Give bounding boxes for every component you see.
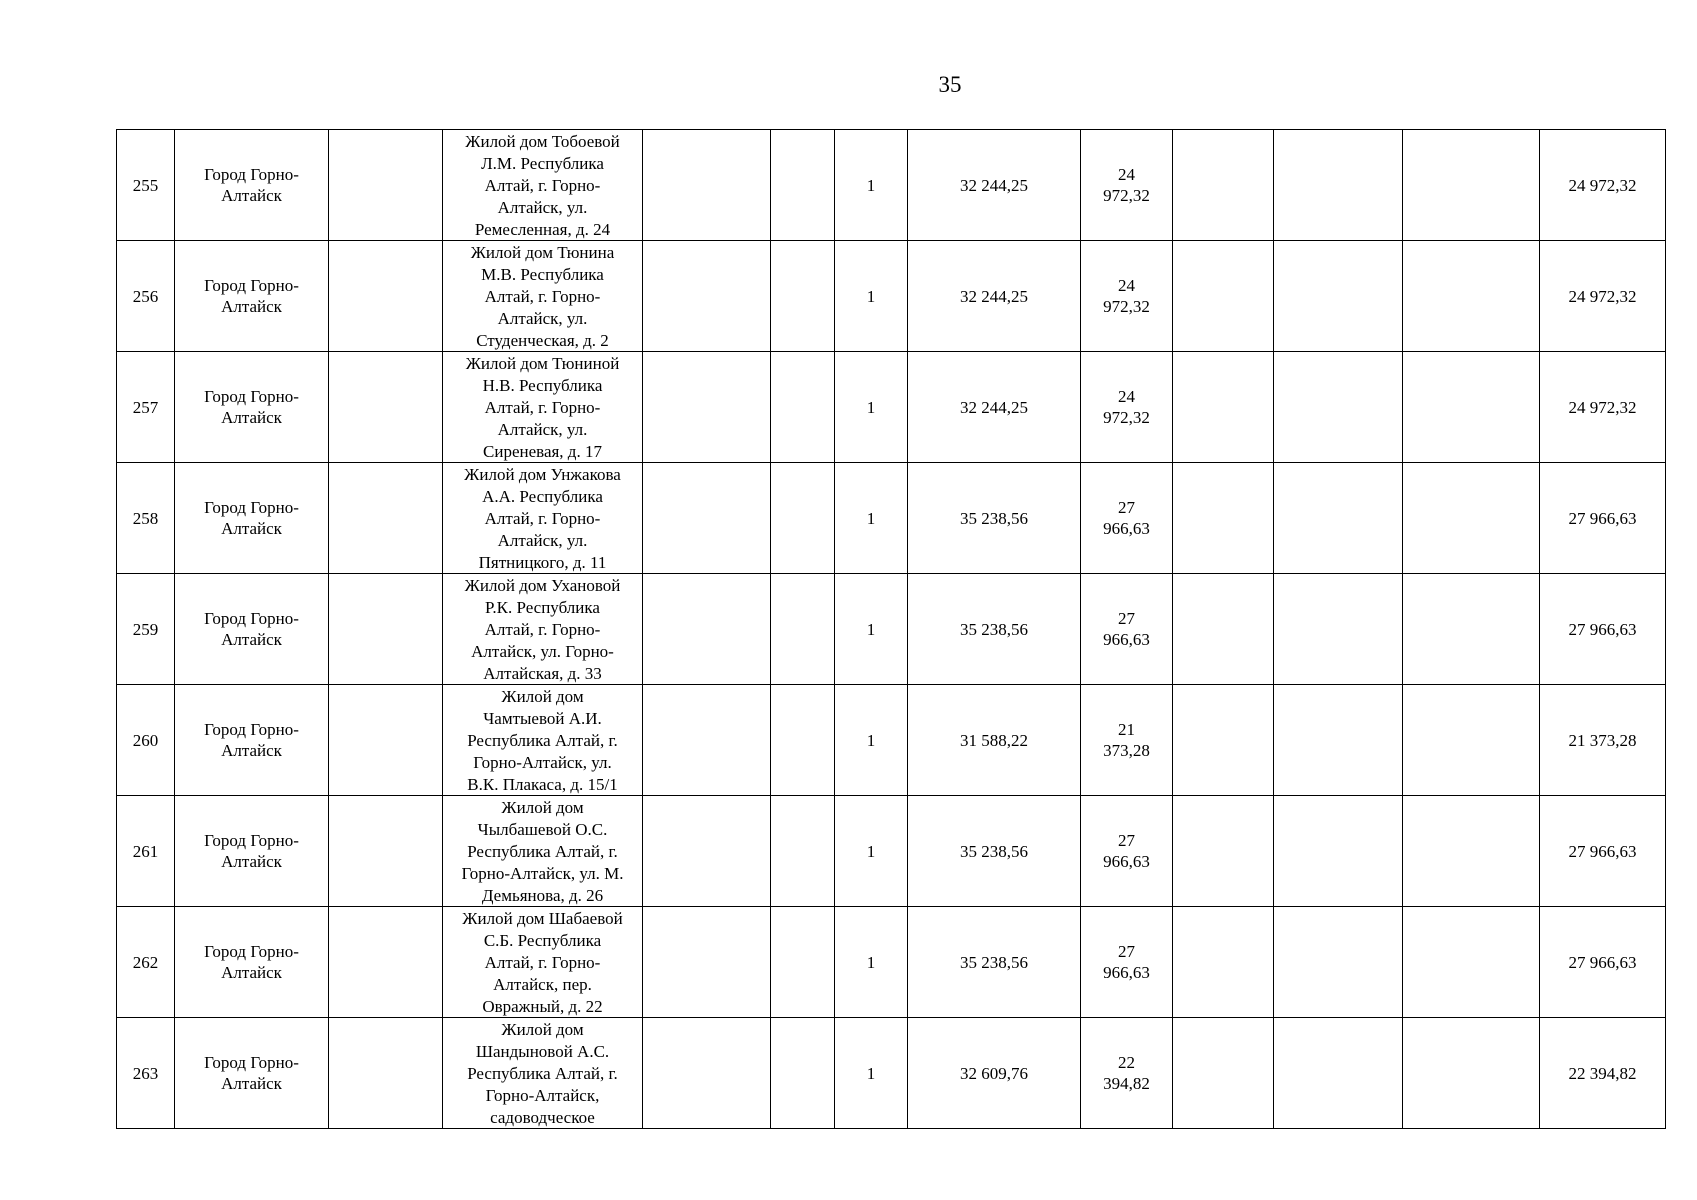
empty-cell bbox=[1274, 685, 1403, 796]
empty-cell bbox=[643, 907, 771, 1018]
object-line: Демьянова, д. 26 bbox=[481, 886, 604, 905]
empty-cell bbox=[771, 907, 835, 1018]
amount-line: 27 bbox=[1118, 942, 1135, 961]
amount-line: 966,63 bbox=[1103, 963, 1150, 982]
empty-cell bbox=[1274, 463, 1403, 574]
object-line: Алтай, г. Горно- bbox=[484, 620, 601, 639]
amount-cell bbox=[1081, 463, 1173, 574]
empty-cell bbox=[643, 1018, 771, 1129]
object-line: Жилой дом bbox=[501, 1020, 584, 1039]
empty-cell bbox=[643, 574, 771, 685]
table-body bbox=[117, 130, 1666, 1129]
municipality-cell bbox=[175, 685, 329, 796]
object-line: Жилой дом bbox=[501, 687, 584, 706]
object-line: Жилой дом Тюниной bbox=[465, 354, 620, 373]
count-cell: 1 bbox=[835, 130, 908, 241]
total-cell: 27 966,63 bbox=[1540, 463, 1666, 574]
total-cell: 24 972,32 bbox=[1540, 130, 1666, 241]
object-line: Алтай, г. Горно- bbox=[484, 953, 601, 972]
total-cell: 24 972,32 bbox=[1540, 352, 1666, 463]
empty-cell bbox=[1274, 1018, 1403, 1129]
empty-cell bbox=[329, 685, 443, 796]
cost-cell: 32 609,76 bbox=[908, 1018, 1081, 1129]
object-line: В.К. Плакаса, д. 15/1 bbox=[467, 775, 618, 794]
table-row bbox=[117, 685, 1666, 796]
empty-cell bbox=[1173, 352, 1274, 463]
municipality-line: Алтайск bbox=[221, 741, 282, 760]
amount-line: 972,32 bbox=[1103, 408, 1150, 427]
municipality-line: Город Горно- bbox=[204, 276, 299, 295]
empty-cell bbox=[1274, 241, 1403, 352]
cost-cell: 35 238,56 bbox=[908, 907, 1081, 1018]
empty-cell bbox=[771, 685, 835, 796]
object-line: Жилой дом Унжакова bbox=[464, 465, 621, 484]
total-cell: 27 966,63 bbox=[1540, 574, 1666, 685]
empty-cell bbox=[329, 574, 443, 685]
count-cell: 1 bbox=[835, 1018, 908, 1129]
object-line: Сиреневая, д. 17 bbox=[483, 442, 602, 461]
object-line: Жилой дом Тобоевой bbox=[465, 132, 620, 151]
empty-cell bbox=[1403, 574, 1540, 685]
object-line: А.А. Республика bbox=[482, 487, 603, 506]
amount-cell bbox=[1081, 907, 1173, 1018]
object-line: Республика Алтай, г. bbox=[467, 842, 618, 861]
empty-cell bbox=[1274, 907, 1403, 1018]
row-number: 256 bbox=[117, 241, 175, 352]
cost-cell: 32 244,25 bbox=[908, 352, 1081, 463]
object-line: садоводческое bbox=[490, 1108, 595, 1127]
empty-cell bbox=[1173, 907, 1274, 1018]
object-line: Р.К. Республика bbox=[485, 598, 600, 617]
empty-cell bbox=[1403, 1018, 1540, 1129]
empty-cell bbox=[1403, 241, 1540, 352]
municipality-line: Алтайск bbox=[221, 408, 282, 427]
total-cell: 24 972,32 bbox=[1540, 241, 1666, 352]
empty-cell bbox=[1173, 130, 1274, 241]
empty-cell bbox=[1173, 574, 1274, 685]
object-cell bbox=[443, 130, 643, 241]
amount-cell bbox=[1081, 130, 1173, 241]
municipality-line: Алтайск bbox=[221, 297, 282, 316]
empty-cell bbox=[329, 463, 443, 574]
amount-line: 24 bbox=[1118, 387, 1135, 406]
empty-cell bbox=[1173, 463, 1274, 574]
empty-cell bbox=[643, 130, 771, 241]
municipality-line: Алтайск bbox=[221, 630, 282, 649]
municipality-cell bbox=[175, 1018, 329, 1129]
amount-cell bbox=[1081, 241, 1173, 352]
empty-cell bbox=[329, 907, 443, 1018]
municipality-line: Город Горно- bbox=[204, 387, 299, 406]
cost-cell: 35 238,56 bbox=[908, 463, 1081, 574]
amount-line: 373,28 bbox=[1103, 741, 1150, 760]
data-table bbox=[116, 129, 1666, 1129]
empty-cell bbox=[1274, 352, 1403, 463]
object-line: Горно-Алтайск, bbox=[485, 1086, 600, 1105]
empty-cell bbox=[329, 796, 443, 907]
object-cell bbox=[443, 685, 643, 796]
object-line: Жилой дом Ухановой bbox=[464, 576, 621, 595]
object-line: Алтай, г. Горно- bbox=[484, 287, 601, 306]
amount-cell bbox=[1081, 352, 1173, 463]
empty-cell bbox=[1274, 796, 1403, 907]
empty-cell bbox=[643, 463, 771, 574]
cost-cell: 32 244,25 bbox=[908, 241, 1081, 352]
empty-cell bbox=[329, 352, 443, 463]
object-line: Чамтыевой А.И. bbox=[483, 709, 602, 728]
row-number: 260 bbox=[117, 685, 175, 796]
amount-line: 22 bbox=[1118, 1053, 1135, 1072]
amount-line: 966,63 bbox=[1103, 852, 1150, 871]
count-cell: 1 bbox=[835, 574, 908, 685]
municipality-line: Алтайск bbox=[221, 1074, 282, 1093]
empty-cell bbox=[1403, 907, 1540, 1018]
cost-cell: 35 238,56 bbox=[908, 574, 1081, 685]
cost-cell: 31 588,22 bbox=[908, 685, 1081, 796]
empty-cell bbox=[643, 241, 771, 352]
object-line: Алтай, г. Горно- bbox=[484, 176, 601, 195]
empty-cell bbox=[1274, 130, 1403, 241]
amount-line: 27 bbox=[1118, 831, 1135, 850]
amount-cell bbox=[1081, 685, 1173, 796]
total-cell: 21 373,28 bbox=[1540, 685, 1666, 796]
empty-cell bbox=[1403, 352, 1540, 463]
row-number: 262 bbox=[117, 907, 175, 1018]
empty-cell bbox=[1403, 463, 1540, 574]
municipality-line: Город Горно- bbox=[204, 831, 299, 850]
object-cell bbox=[443, 796, 643, 907]
count-cell: 1 bbox=[835, 907, 908, 1018]
municipality-cell bbox=[175, 463, 329, 574]
municipality-line: Алтайск bbox=[221, 519, 282, 538]
total-cell: 27 966,63 bbox=[1540, 907, 1666, 1018]
empty-cell bbox=[643, 796, 771, 907]
object-cell bbox=[443, 907, 643, 1018]
table-row bbox=[117, 1018, 1666, 1129]
object-line: Горно-Алтайск, ул. bbox=[473, 753, 612, 772]
object-line: Студенческая, д. 2 bbox=[476, 331, 609, 350]
cost-cell: 35 238,56 bbox=[908, 796, 1081, 907]
municipality-cell bbox=[175, 241, 329, 352]
row-number: 259 bbox=[117, 574, 175, 685]
table-row bbox=[117, 574, 1666, 685]
count-cell: 1 bbox=[835, 241, 908, 352]
object-line: Жилой дом bbox=[501, 798, 584, 817]
object-line: Алтайск, ул. Горно- bbox=[471, 642, 614, 661]
row-number: 258 bbox=[117, 463, 175, 574]
object-line: Н.В. Республика bbox=[482, 376, 603, 395]
empty-cell bbox=[329, 130, 443, 241]
empty-cell bbox=[1403, 796, 1540, 907]
amount-line: 24 bbox=[1118, 276, 1135, 295]
empty-cell bbox=[771, 463, 835, 574]
row-number: 263 bbox=[117, 1018, 175, 1129]
object-cell bbox=[443, 352, 643, 463]
amount-cell bbox=[1081, 1018, 1173, 1129]
municipality-cell bbox=[175, 796, 329, 907]
municipality-cell bbox=[175, 130, 329, 241]
amount-line: 27 bbox=[1118, 498, 1135, 517]
object-line: Алтай, г. Горно- bbox=[484, 398, 601, 417]
object-line: Жилой дом Шабаевой bbox=[462, 909, 623, 928]
object-line: М.В. Республика bbox=[481, 265, 604, 284]
empty-cell bbox=[1173, 685, 1274, 796]
municipality-line: Алтайск bbox=[221, 186, 282, 205]
amount-line: 966,63 bbox=[1103, 630, 1150, 649]
municipality-line: Алтайск bbox=[221, 963, 282, 982]
table-row bbox=[117, 796, 1666, 907]
empty-cell bbox=[771, 130, 835, 241]
object-line: Алтайск, ул. bbox=[497, 198, 588, 217]
object-cell bbox=[443, 241, 643, 352]
total-cell: 27 966,63 bbox=[1540, 796, 1666, 907]
municipality-line: Город Горно- bbox=[204, 609, 299, 628]
row-number: 257 bbox=[117, 352, 175, 463]
table-row bbox=[117, 130, 1666, 241]
object-cell bbox=[443, 1018, 643, 1129]
count-cell: 1 bbox=[835, 796, 908, 907]
table-row bbox=[117, 241, 1666, 352]
table-row bbox=[117, 352, 1666, 463]
object-line: С.Б. Республика bbox=[483, 931, 602, 950]
municipality-line: Город Горно- bbox=[204, 1053, 299, 1072]
object-line: Республика Алтай, г. bbox=[467, 731, 618, 750]
municipality-cell bbox=[175, 574, 329, 685]
object-line: Алтайск, пер. bbox=[493, 975, 592, 994]
object-line: Алтайск, ул. bbox=[497, 309, 588, 328]
object-line: Овражный, д. 22 bbox=[482, 997, 603, 1016]
amount-cell bbox=[1081, 574, 1173, 685]
empty-cell bbox=[643, 685, 771, 796]
amount-cell bbox=[1081, 796, 1173, 907]
municipality-line: Город Горно- bbox=[204, 498, 299, 517]
empty-cell bbox=[771, 574, 835, 685]
object-line: Шандыновой А.С. bbox=[475, 1042, 610, 1061]
row-number: 255 bbox=[117, 130, 175, 241]
object-line: Чылбашевой О.С. bbox=[477, 820, 608, 839]
object-line: Пятницкого, д. 11 bbox=[478, 553, 607, 572]
object-line: Л.М. Республика bbox=[481, 154, 604, 173]
empty-cell bbox=[329, 1018, 443, 1129]
empty-cell bbox=[1173, 241, 1274, 352]
amount-line: 24 bbox=[1118, 165, 1135, 184]
municipality-line: Город Горно- bbox=[204, 942, 299, 961]
count-cell: 1 bbox=[835, 463, 908, 574]
object-cell bbox=[443, 463, 643, 574]
empty-cell bbox=[1173, 796, 1274, 907]
empty-cell bbox=[771, 1018, 835, 1129]
empty-cell bbox=[771, 352, 835, 463]
empty-cell bbox=[1403, 130, 1540, 241]
municipality-cell bbox=[175, 907, 329, 1018]
table-row bbox=[117, 907, 1666, 1018]
object-line: Алтайск, ул. bbox=[497, 420, 588, 439]
object-cell bbox=[443, 574, 643, 685]
object-line: Алтайская, д. 33 bbox=[483, 664, 602, 683]
empty-cell bbox=[1274, 574, 1403, 685]
municipality-line: Алтайск bbox=[221, 852, 282, 871]
municipality-line: Город Горно- bbox=[204, 165, 299, 184]
empty-cell bbox=[329, 241, 443, 352]
object-line: Республика Алтай, г. bbox=[467, 1064, 618, 1083]
total-cell: 22 394,82 bbox=[1540, 1018, 1666, 1129]
object-line: Ремесленная, д. 24 bbox=[474, 220, 611, 239]
page-number: 35 bbox=[938, 72, 962, 97]
count-cell: 1 bbox=[835, 685, 908, 796]
empty-cell bbox=[643, 352, 771, 463]
amount-line: 972,32 bbox=[1103, 186, 1150, 205]
object-line: Жилой дом Тюнина bbox=[470, 243, 615, 262]
amount-line: 972,32 bbox=[1103, 297, 1150, 316]
empty-cell bbox=[771, 241, 835, 352]
amount-line: 394,82 bbox=[1103, 1074, 1150, 1093]
empty-cell bbox=[771, 796, 835, 907]
object-line: Горно-Алтайск, ул. М. bbox=[461, 864, 624, 883]
object-line: Алтайск, ул. bbox=[497, 531, 588, 550]
amount-line: 27 bbox=[1118, 609, 1135, 628]
municipality-line: Город Горно- bbox=[204, 720, 299, 739]
municipality-cell bbox=[175, 352, 329, 463]
object-line: Алтай, г. Горно- bbox=[484, 509, 601, 528]
cost-cell: 32 244,25 bbox=[908, 130, 1081, 241]
empty-cell bbox=[1403, 685, 1540, 796]
row-number: 261 bbox=[117, 796, 175, 907]
amount-line: 966,63 bbox=[1103, 519, 1150, 538]
count-cell: 1 bbox=[835, 352, 908, 463]
amount-line: 21 bbox=[1118, 720, 1135, 739]
empty-cell bbox=[1173, 1018, 1274, 1129]
table-row bbox=[117, 463, 1666, 574]
